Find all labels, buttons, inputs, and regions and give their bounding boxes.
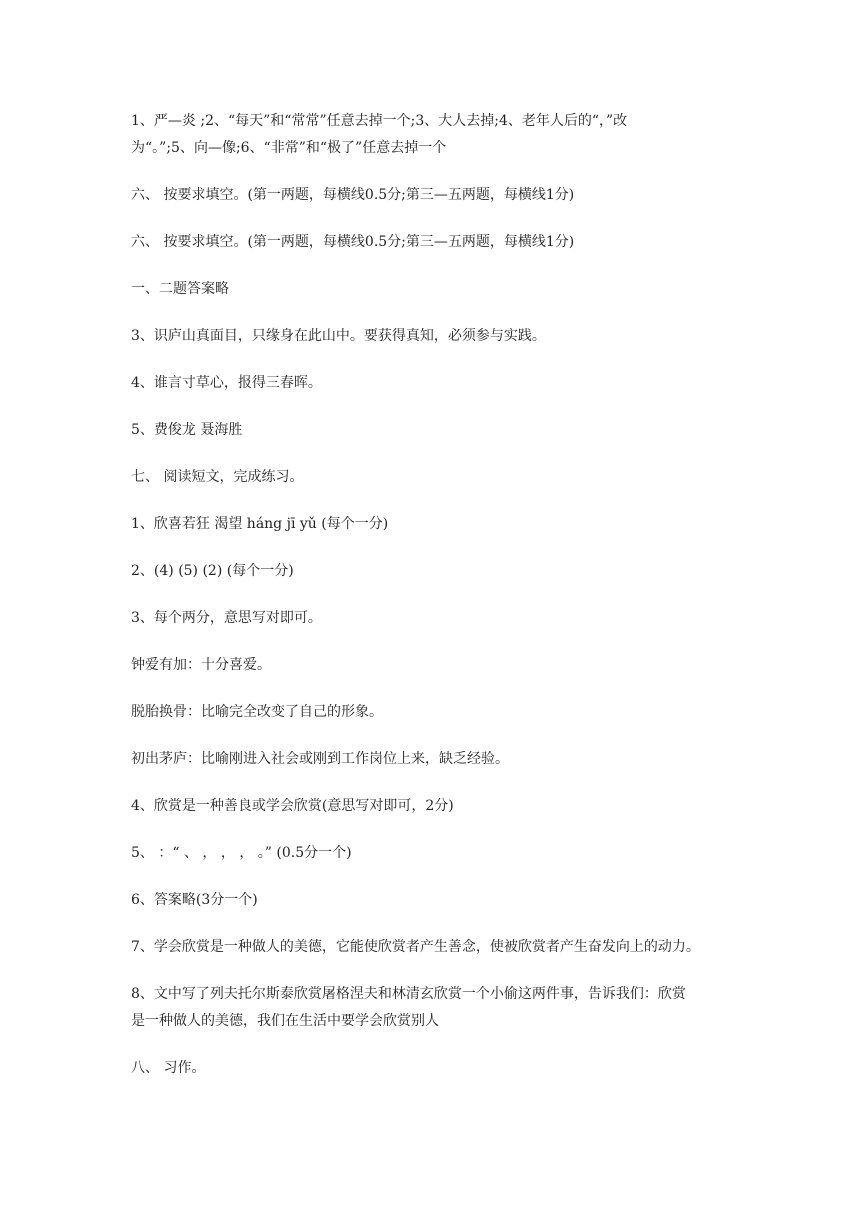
answer-paragraph [131, 417, 741, 444]
text-line: 脱胎换骨：比喻完全改变了自己的形象。 [131, 704, 383, 720]
text-line: 8、文中写了列夫托尔斯泰欣赏屠格涅夫和林清玄欣赏一个小偷这两件事，告诉我们：欣赏 [131, 986, 686, 1002]
section-heading-six [131, 182, 741, 209]
answer-paragraph-1 [131, 108, 741, 162]
answer-paragraph [131, 981, 741, 1035]
answer-paragraph [131, 558, 741, 585]
text-line: 3、每个两分，意思写对即可。 [131, 610, 322, 626]
answer-paragraph [131, 934, 741, 961]
text-line: 六、 按要求填空。(第一两题，每横线0.5分;第三—五两题，每横线1分) [131, 187, 575, 203]
answer-paragraph [131, 840, 741, 867]
text-line: 是一种做人的美德，我们在生活中要学会欣赏别人 [131, 1013, 439, 1029]
text-line: 7、学会欣赏是一种做人的美德，它能使欣赏者产生善念，使被欣赏者产生奋发向上的动力。 [131, 939, 700, 955]
text-line: 4、欣赏是一种善良或学会欣赏(意思写对即可，2分) [131, 798, 454, 814]
text-line: 六、 按要求填空。(第一两题，每横线0.5分;第三—五两题，每横线1分) [131, 234, 575, 250]
text-line: 6、答案略(3分一个) [131, 892, 258, 908]
text-line: 1、欣喜若狂 渴望 háng jī yǔ (每个一分) [131, 516, 389, 532]
text-line: 初出茅庐：比喻刚进入社会或刚到工作岗位上来，缺乏经验。 [131, 751, 509, 767]
answer-paragraph [131, 887, 741, 914]
section-heading-eight [131, 1055, 741, 1082]
section-heading-seven [131, 464, 741, 491]
answer-paragraph [131, 605, 741, 632]
answer-paragraph [131, 323, 741, 350]
answer-paragraph [131, 276, 741, 303]
document-body [131, 108, 741, 1102]
answer-paragraph [131, 511, 741, 538]
section-heading-six-repeat [131, 229, 741, 256]
idiom-definition [131, 652, 741, 679]
answer-paragraph [131, 793, 741, 820]
text-line: 为“。”;5、向—像;6、“非常”和“极了”任意去掉一个 [131, 140, 447, 156]
text-line: 1、严—炎 ;2、“每天”和“常常”任意去掉一个;3、大人去掉;4、老年人后的“，”改 [131, 113, 628, 129]
text-line: 钟爱有加：十分喜爱。 [131, 657, 271, 673]
text-line: 七、 阅读短文，完成练习。 [131, 469, 304, 485]
text-line: 一、二题答案略 [131, 281, 229, 297]
text-line: 5、费俊龙 聂海胜 [131, 422, 243, 438]
idiom-definition [131, 746, 741, 773]
text-line: 2、(4) (5) (2) (每个一分) [131, 563, 294, 579]
text-line: 5、 ：“ 、 ， ， ， 。” (0.5分一个) [131, 845, 352, 861]
idiom-definition [131, 699, 741, 726]
text-line: 3、识庐山真面目，只缘身在此山中。要获得真知，必须参与实践。 [131, 328, 546, 344]
text-line: 八、 习作。 [131, 1060, 206, 1076]
answer-paragraph [131, 370, 741, 397]
text-line: 4、谁言寸草心，报得三春晖。 [131, 375, 322, 391]
